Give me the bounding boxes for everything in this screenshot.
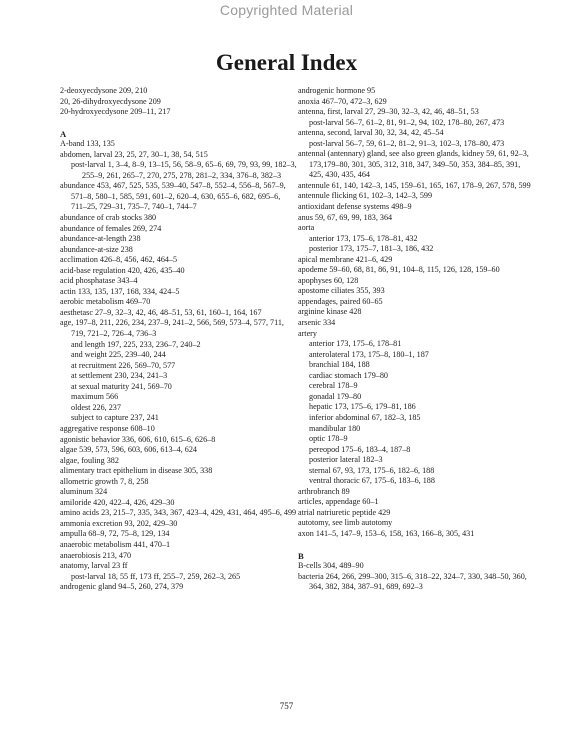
index-entry: atrial natriuretic peptide 429 — [298, 507, 391, 517]
index-entry: acid-base regulation 420, 426, 435–40 — [60, 265, 185, 275]
index-subentry: post-larval 56–7, 61–2, 81, 91–2, 94, 102, 178–80, 267, 473 — [309, 117, 505, 127]
index-entry: arthrobranch 89 — [298, 486, 350, 496]
index-subentry: cardiac stomach 179–80 — [309, 370, 388, 380]
index-entry: apodeme 59–60, 68, 81, 86, 91, 104–8, 115, 126, 128, 159–60 — [298, 265, 500, 275]
index-column-right — [298, 86, 536, 593]
index-entry: anatomy, larval 23 ff — [60, 561, 128, 571]
section-letter-heading: B — [298, 550, 304, 561]
index-subentry: post-larval 1, 3–4, 8–9, 13–15, 56, 58–9, 65–6, 69, 79, 93, 99, 182–3, 255–9, 261, 265–7, 270, 275, 278, 281–2, 334, 376–8, 382–3 — [71, 160, 297, 180]
index-entry: antenna, first, larval 27, 29–30, 32–3, 42, 46, 48–51, 53 — [298, 107, 479, 117]
index-entry: antenna, second, larval 30, 32, 34, 42, 45–54 — [298, 128, 444, 138]
index-subentry: ventral thoracic 67, 175–6, 183–6, 188 — [309, 476, 435, 486]
index-entry: abundance-at-size 238 — [60, 244, 133, 254]
index-entry: 20, 26-dihydroxyecdysone 209 — [60, 96, 161, 106]
index-entry: aerobic metabolism 469–70 — [60, 297, 151, 307]
index-entry: ammonia excretion 93, 202, 429–30 — [60, 518, 178, 528]
index-entry: antioxidant defense systems 498–9 — [298, 202, 412, 212]
index-entry: actin 133, 135, 137, 168, 334, 424–5 — [60, 286, 180, 296]
index-entry: abundance 453, 467, 525, 535, 539–40, 547–8, 552–4, 556–8, 567–9, 571–8, 580–1, 585, 591, 601–2, 620–4, 630, 655–6, 682, 695–6, 711–25, 729–31, 735–7, 740–1, 744–7 — [60, 181, 286, 212]
index-subentry: and weight 225, 239–40, 244 — [71, 350, 166, 360]
index-entry: alimentary tract epithelium in disease 305, 338 — [60, 466, 213, 476]
index-entry: arsenic 334 — [298, 318, 336, 328]
index-entry: abdomen, larval 23, 25, 27, 30–1, 38, 54, 515 — [60, 149, 208, 159]
index-entry: antennule 61, 140, 142–3, 145, 159–61, 165, 167, 178–9, 267, 578, 599 — [298, 180, 531, 190]
index-entry: ampulla 68–9, 72, 75–8, 129, 134 — [60, 529, 170, 539]
index-column-left — [60, 86, 298, 593]
index-entry: artery — [298, 328, 317, 338]
index-entry: B-cells 304, 489–90 — [298, 561, 364, 571]
index-entry: apophyses 60, 128 — [298, 275, 359, 285]
index-subentry: anterior 173, 175–6, 178–81 — [309, 339, 402, 349]
index-entry: aggregative response 608–10 — [60, 423, 155, 433]
index-entry: bacteria 264, 266, 299–300, 315–6, 318–22, 324–7, 330, 348–50, 360, 364, 382, 384, 387–91, 689, 692–3 — [298, 571, 527, 592]
section-spacer — [298, 540, 536, 551]
index-subentry: post-larval 56–7, 59, 61–2, 81–2, 91–3, 102–3, 178–80, 473 — [309, 138, 505, 148]
index-subentry: pereopod 175–6, 183–4, 187–8 — [309, 444, 411, 454]
index-subentry: maximum 566 — [71, 392, 119, 402]
index-subentry: oldest 226, 237 — [71, 402, 121, 412]
index-entry: amino acids 23, 215–7, 335, 343, 367, 423–4, 429, 431, 464, 495–6, 499 — [60, 508, 297, 518]
section-letter-heading: A — [60, 128, 67, 139]
section-spacer — [60, 118, 298, 129]
index-entry: agonistic behavior 336, 606, 610, 615–6, 626–8 — [60, 434, 216, 444]
index-entry: antennule flicking 61, 102–3, 142–3, 599 — [298, 191, 433, 201]
index-entry: acid phosphatase 343–4 — [60, 276, 138, 286]
index-entry: apostome ciliates 355, 393 — [298, 286, 385, 296]
copyright-watermark: Copyrighted Material — [219, 2, 354, 18]
index-subentry: gonadal 179–80 — [309, 391, 362, 401]
index-entry: age, 197–8, 211, 226, 234, 237–9, 241–2, 566, 569, 573–4, 577, 711, 719, 721–2, 726–4, 736–3 — [60, 318, 284, 339]
index-entry: articles, appendage 60–1 — [298, 497, 379, 507]
index-entry: aorta — [298, 223, 315, 233]
index-entry: anoxia 467–70, 472–3, 629 — [298, 96, 387, 106]
index-subentry: posterior 173, 175–7, 181–3, 186, 432 — [309, 244, 434, 254]
index-entry: apical membrane 421–6, 429 — [298, 254, 393, 264]
index-subentry: at settlement 230, 234, 241–3 — [71, 371, 168, 381]
index-entry: 2-deoxyecdysone 209, 210 — [60, 86, 148, 95]
index-entry: axon 141–5, 147–9, 153–6, 158, 163, 166–8, 305, 431 — [298, 528, 475, 538]
index-entry: allometric growth 7, 8, 258 — [60, 476, 149, 486]
index-entry: aesthetasc 27–9, 32–3, 42, 46, 48–51, 53, 61, 160–1, 164, 167 — [60, 307, 262, 317]
index-subentry: mandibular 180 — [309, 423, 361, 433]
index-entry: algae, fouling 382 — [60, 455, 119, 465]
index-subentry: sternal 67, 93, 173, 175–6, 182–6, 188 — [309, 465, 435, 475]
index-entry: amiloride 420, 422–4, 426, 429–30 — [60, 497, 175, 507]
index-entry: autotomy, see limb autotomy — [298, 518, 393, 528]
index-entry: androgenic hormone 95 — [298, 86, 376, 95]
index-entry: algae 539, 573, 596, 603, 606, 613–4, 624 — [60, 445, 197, 455]
index-subentry: post-larval 18, 55 ff, 173 ff, 255–7, 259, 262–3, 265 — [71, 571, 241, 581]
page-title: General Index — [215, 50, 358, 75]
index-entry: arginine kinase 428 — [298, 307, 362, 317]
index-entry: acclimation 426–8, 456, 462, 464–5 — [60, 255, 178, 265]
index-subentry: cerebral 178–9 — [309, 381, 358, 391]
index-subentry: branchial 184, 188 — [309, 360, 370, 370]
index-subentry: subject to capture 237, 241 — [71, 413, 159, 423]
index-entry: abundance of females 269, 274 — [60, 223, 162, 233]
index-subentry: anterior 173, 175–6, 178–81, 432 — [309, 233, 418, 243]
index-subentry: posterior lateral 182–3 — [309, 455, 383, 465]
index-subentry: at sexual maturity 241, 569–70 — [71, 381, 172, 391]
page-number: 757 — [279, 701, 294, 711]
index-subentry: optic 178–9 — [309, 434, 348, 444]
index-entry: 20-hydroxyecdysone 209–11, 217 — [60, 107, 171, 117]
index-entry: androgenic gland 94–5, 260, 274, 379 — [60, 582, 184, 592]
index-entry: A-band 133, 135 — [60, 139, 115, 149]
index-subentry: and length 197, 225, 233, 236–7, 240–2 — [71, 339, 201, 349]
index-entry: aluminum 324 — [60, 487, 108, 497]
index-entry: appendages, paired 60–65 — [298, 296, 383, 306]
index-subentry: inferior abdominal 67, 182–3, 185 — [309, 412, 421, 422]
index-entry: anaerobic metabolism 441, 470–1 — [60, 539, 171, 549]
index-entry: anus 59, 67, 69, 99, 183, 364 — [298, 212, 393, 222]
index-subentry: anterolateral 173, 175–8, 180–1, 187 — [309, 349, 429, 359]
index-entry: abundance-at-length 238 — [60, 234, 141, 244]
index-entry: anaerobiosis 213, 470 — [60, 550, 132, 560]
index-entry: abundance of crab stocks 380 — [60, 213, 157, 223]
index-subentry: hepatic 173, 175–6, 179–81, 186 — [309, 402, 416, 412]
index-subentry: at recruitment 226, 569–70, 577 — [71, 360, 176, 370]
index-entry: antennal (antennary) gland, see also green glands, kidney 59, 61, 92–3, 173,179–80, 301, 305, 312, 318, 347, 349–50, 353, 384–85, 391, 425, 430, 435, 464 — [298, 149, 529, 180]
